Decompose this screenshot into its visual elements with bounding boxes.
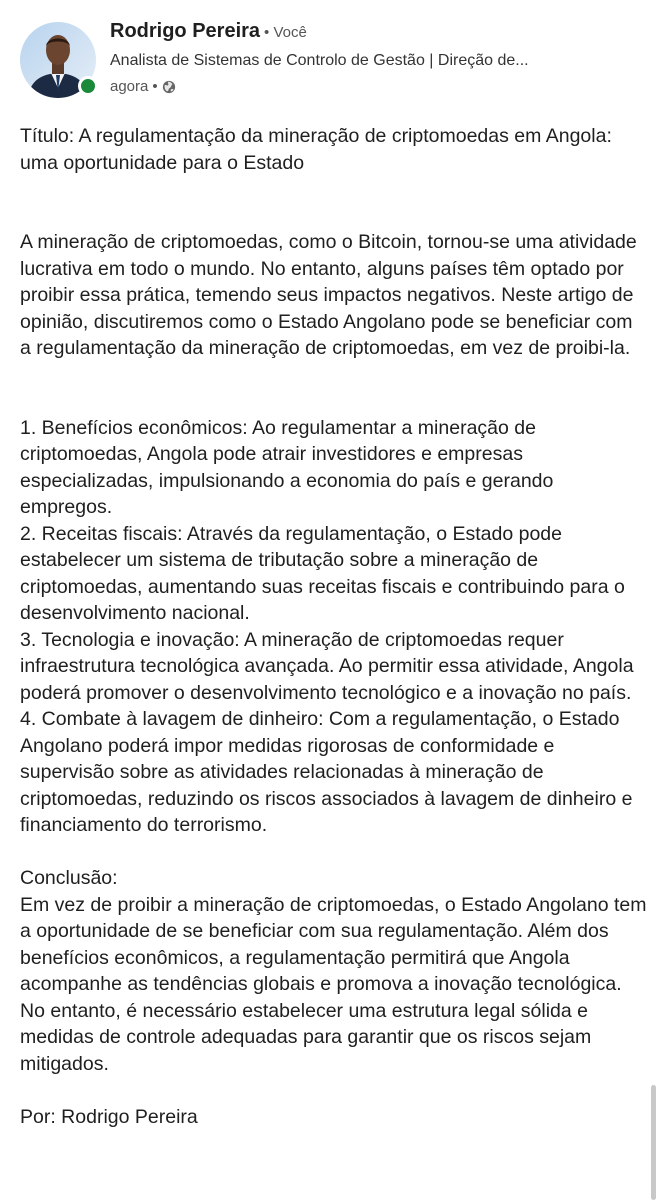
scrollbar[interactable] — [651, 1085, 656, 1200]
post-signature: Por: Rodrigo Pereira — [20, 1105, 198, 1128]
post-body — [20, 123, 648, 1130]
list-item: 4. Combate à lavagem de dinheiro: Com a regulamentação, o Estado Angolano poderá impor medidas rigorosas de conformidade e supervisão sobre as atividades relacionadas à mineração de criptomoedas, reduzindo os riscos associados à lavagem de dinheiro e financiamento do terrorismo. — [20, 708, 633, 836]
author-headline: Analista de Sistemas de Controlo de Gestão | Direção de... — [110, 52, 529, 69]
post-meta — [110, 78, 176, 95]
conclusion-text: Em vez de proibir a mineração de criptomoedas, o Estado Angolano tem a oportunidade de se beneficiar com sua regulamentação. Além dos benefícios econômicos, a regulamentação permitirá que Angola acompanhe as tendências globais e promova a inovação tecnológica. No entanto, é necessário estabelecer uma estrutura legal sólida e medidas de controle adequadas para garantir que os riscos sejam mitigados. — [20, 893, 647, 1075]
online-status-icon — [78, 76, 98, 96]
list-item: 1. Benefícios econômicos: Ao regulamentar a mineração de criptomoedas, Angola pode atrair investidores e empresas especializadas, impulsionando a economia do país e gerando empregos. — [20, 416, 554, 518]
post-title: Título: A regulamentação da mineração de criptomoedas em Angola: uma oportunidade para o Estado — [20, 125, 612, 174]
meta-separator: • — [152, 78, 158, 95]
author-name-row[interactable] — [110, 20, 307, 43]
list-item: 3. Tecnologia e inovação: A mineração de criptomoedas requer infraestrutura tecnológica avançada. Ao permitir essa atividade, Angola poderá promover o desenvolvimento tecnológico e a inovação no país. — [20, 628, 634, 704]
post-time: agora — [110, 78, 149, 95]
avatar[interactable] — [20, 22, 96, 98]
connection-degree: • Você — [264, 24, 307, 41]
author-name[interactable]: Rodrigo Pereira — [110, 20, 261, 42]
globe-icon — [162, 80, 176, 94]
conclusion-heading: Conclusão: — [20, 867, 118, 889]
list-item: 2. Receitas fiscais: Através da regulamentação, o Estado pode estabelecer um sistema de tributação sobre a mineração de criptomoedas, aumentando suas receitas fiscais e contribuindo para o desenvolvimento nacional. — [20, 522, 625, 624]
post-intro: A mineração de criptomoedas, como o Bitcoin, tornou-se uma atividade lucrativa em todo o mundo. No entanto, alguns países têm optado por proibir essa prática, temendo seus impactos negativos. Neste artigo de opinião, discutiremos como o Estado Angolano pode se beneficiar com a regulamentação da mineração de criptomoedas, em vez de proibi-la. — [20, 231, 637, 359]
post-header — [20, 18, 640, 108]
